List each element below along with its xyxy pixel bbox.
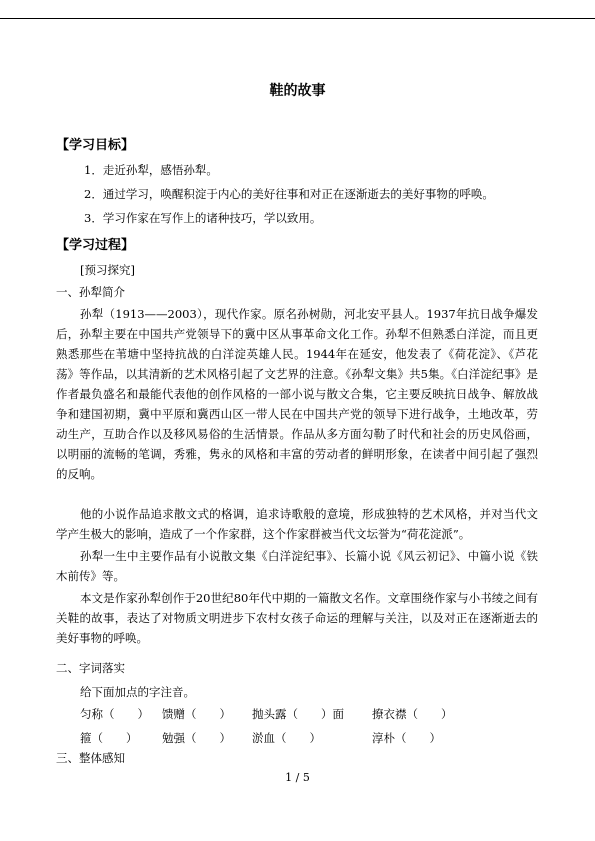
paragraph-works: 孙犁一生中主要作品有小说散文集《白洋淀纪事》、长篇小说《风云初记》、中篇小说《铁木前传》等。 bbox=[56, 549, 538, 583]
paragraph-bio: 孙犁（1913——2003），现代作家。原名孙树勋，河北安平县人。1937年抗日战争爆发后，孙犁主要在中国共产党领导下的冀中区从事革命文化工作。孙犁不但熟悉白洋淀，而且更熟悉那些在苇塘中坚持抗战的白洋淀英雄人民。1944年在延安，他发表了《荷花淀》、《芦花荡》等作品，以其清新的艺术风格引起了文艺界的注意。《孙犁文集》共5集。《白洋淀纪事》是作者最负盛名和最能代表他的创作风格的一部小说与散文合集，它主要反映抗日战争、解放战争和建国初期，冀中平原和冀西山区一带人民在中国共产党的领导下进行战争，土地改革，劳动生产，互助合作以及移风易俗的生活情景。作品从多方面勾勒了时代和社会的历史风俗画，以明丽的流畅的笔调，秀雅，隽永的风格和丰富的劳动者的鲜明形象，在读者中间引起了强烈的反响。 bbox=[56, 307, 538, 481]
part2-instruction: 给下面加点的字注音。 bbox=[80, 685, 195, 699]
document-title: 鞋的故事 bbox=[269, 83, 326, 99]
pinyin-item: 撩衣襟（ ） bbox=[372, 707, 453, 721]
pinyin-item: 抛头露（ ）面 bbox=[252, 707, 344, 721]
pinyin-item: 匀称（ ） bbox=[80, 707, 149, 721]
part2-heading: 二、字词落实 bbox=[56, 661, 125, 675]
preview-label: [预习探究] bbox=[80, 263, 135, 277]
section-heading-process: 【学习过程】 bbox=[56, 238, 135, 253]
pinyin-item: 馈赠（ ） bbox=[162, 707, 231, 721]
pinyin-item: 箍（ ） bbox=[80, 731, 138, 745]
section-heading-goals: 【学习目标】 bbox=[56, 138, 135, 153]
objective-item: 1．走近孙犁，感悟孙犁。 bbox=[84, 163, 218, 177]
objective-item: 2．通过学习，唤醒积淀于内心的美好往事和对正在逐渐逝去的美好事物的呼唤。 bbox=[84, 187, 494, 201]
pinyin-item: 淤血（ ） bbox=[252, 731, 321, 745]
header-rule bbox=[0, 18, 595, 19]
page-number: 1 / 5 bbox=[285, 771, 310, 784]
paragraph-style: 他的小说作品追求散文式的格调，追求诗歌般的意境，形成独特的艺术风格，并对当代文学产生极大的影响，造成了一个作家群，这个作家群被当代文坛誉为“荷花淀派”。 bbox=[56, 507, 538, 541]
pinyin-item: 淳朴（ ） bbox=[372, 731, 441, 745]
objective-item: 3．学习作家在写作上的诸种技巧，学以致用。 bbox=[84, 211, 322, 225]
part3-heading: 三、整体感知 bbox=[56, 751, 125, 765]
paragraph-intro: 本文是作家孙犁创作于20世纪80年代中期的一篇散文名作。文章围绕作家与小书绫之间有关鞋的故事，表达了对物质文明进步下农村女孩子命运的理解与关注，以及对正在逐渐逝去的美好事物的呼唤。 bbox=[56, 591, 538, 645]
pinyin-item: 勉强（ ） bbox=[162, 731, 231, 745]
part1-heading: 一、孙犁简介 bbox=[56, 285, 125, 299]
